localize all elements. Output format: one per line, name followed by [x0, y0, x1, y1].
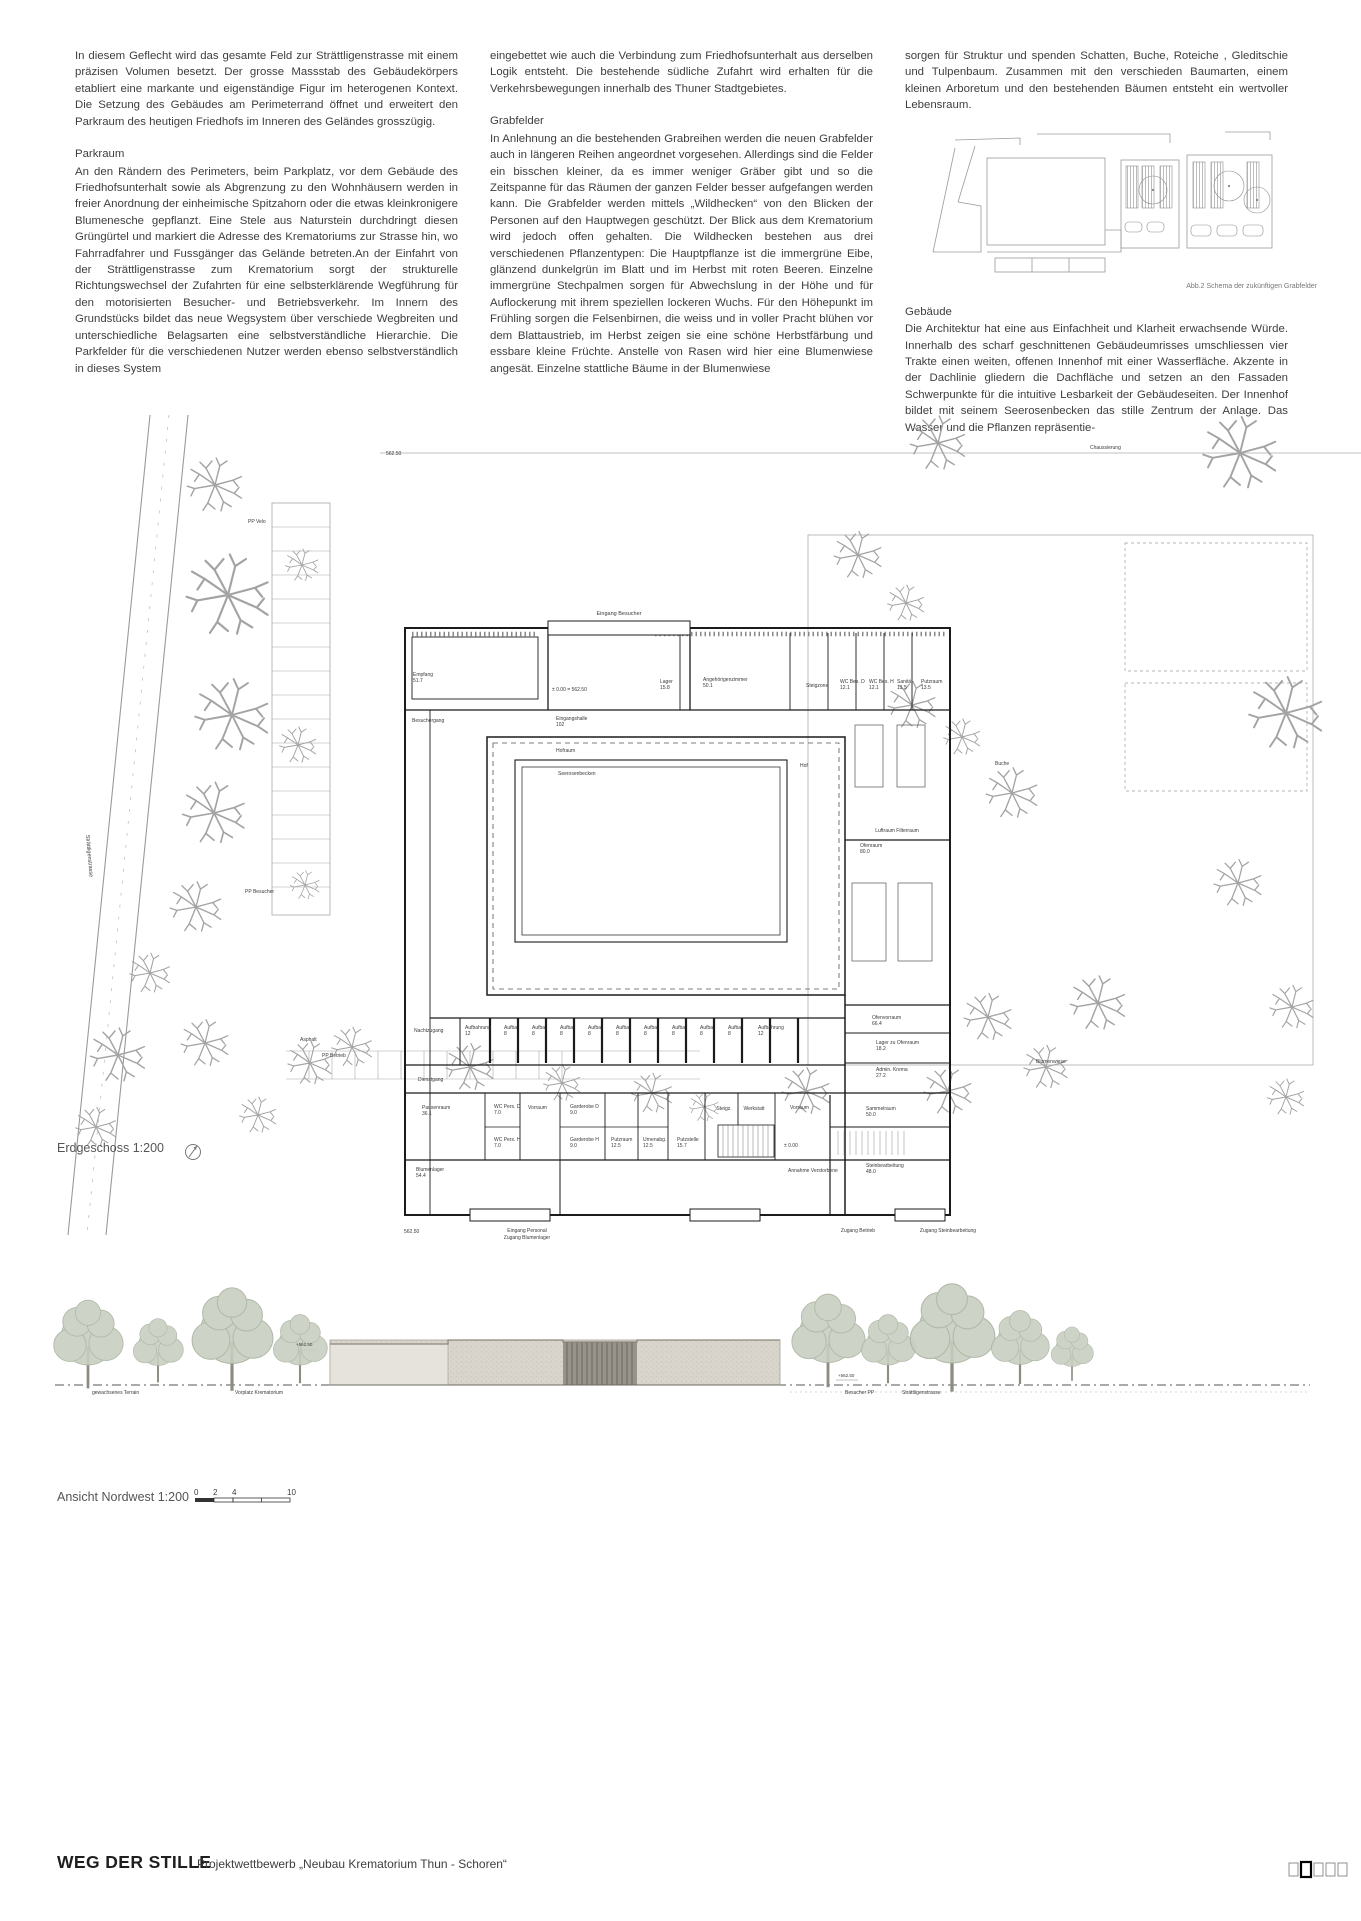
annotation-label: PP Velo	[248, 519, 266, 525]
annotation-label: 8	[644, 1031, 647, 1037]
annotation-label: PP Betrieb	[322, 1053, 346, 1059]
annotation-label: Annahme Verstorbene	[788, 1168, 838, 1174]
annotation-label: Blumenlager	[416, 1167, 445, 1173]
annotation-label: 0	[194, 1488, 199, 1497]
annotation-label: 15.7	[677, 1143, 687, 1149]
diagram-caption: Abb.2 Schema der zukünftigen Grabfelder	[1186, 282, 1317, 290]
annotation-label: Admin. Krema	[876, 1067, 908, 1073]
annotation-label: 12.1	[869, 685, 879, 691]
annotation-label: Angehörigenzimmer	[703, 677, 748, 683]
section-heading-parkraum: Parkraum	[75, 148, 125, 161]
annotation-label: Aufba.	[560, 1025, 575, 1031]
annotation-label: 48.0	[866, 1169, 876, 1175]
annotation-label: 66.4	[872, 1021, 882, 1027]
annotation-label: WC Bes. D	[840, 679, 865, 685]
annotation-label: Aufba.	[588, 1025, 603, 1031]
annotation-label: Vorplatz Krematorium	[235, 1390, 284, 1396]
annotation-label: Blumenwiese	[1036, 1059, 1066, 1065]
annotation-label: Aufba.	[672, 1025, 687, 1031]
annotation-label: Besucher PP	[845, 1390, 875, 1396]
annotation-label: Buche	[995, 761, 1010, 767]
annotation-label: Aufba.	[700, 1025, 715, 1031]
annotation-label: 9.0	[570, 1143, 577, 1149]
section-heading-gebaeude: Gebäude	[905, 305, 952, 318]
plan-trees	[76, 416, 1321, 1146]
annotation-label: Werkstatt	[743, 1106, 765, 1112]
annotation-label: Chaussierung	[1090, 445, 1121, 451]
annotation-label: Strättligenstrasse	[84, 834, 94, 878]
annotation-label: Hof	[800, 763, 808, 769]
annotation-label: Steinbearbeitung	[866, 1163, 904, 1169]
annotation-label: 8	[616, 1031, 619, 1037]
annotation-label: Aufba.	[728, 1025, 743, 1031]
annotation-label: Steigzone	[806, 683, 829, 689]
annotation-label: Asphalt	[300, 1037, 317, 1043]
annotation-label: 8	[588, 1031, 591, 1037]
annotation-label: 27.2	[876, 1073, 886, 1079]
building-plan	[405, 621, 950, 1221]
intro-paragraph: In diesem Geflecht wird das gesamte Feld zur Strättligenstrasse mit einem präzisen Volumen besetzt. Der grosse Massstab des Gebäudekörpers etabliert eine markante und eigenständige Figur im heterogenen Kontext. Die Setzung des Gebäudes am Perimeterrand öffnet und erweitert den Parkraum des heutigen Friedhofs im Inneren des Geländes grosszügig.	[75, 50, 458, 128]
section-heading-grabfelder: Grabfelder	[490, 115, 544, 128]
annotation-label: Garderobe H	[570, 1137, 599, 1143]
annotation-label: 8	[532, 1031, 535, 1037]
scale-bar	[190, 1486, 320, 1508]
grabfelder-paragraph: In Anlehnung an die bestehenden Grabreihen werden die neuen Grabfelder auch in längeren Reihen angeordnet vorgesehen. Allerdings sind die Felder ein bisschen kleiner, da es immer weniger Gräber gibt und so die Zeitspanne für das Räumen der ganzen Felder besser aufgefangen werden kann. Die Grabfelder werden mittels „Wildhecken“ von den Blicken der Personen auf den Hauptwegen geschützt. Der Blick aus dem Krematorium wird jedoch offen gehalten. Die Wildhecken bestehen aus drei verschiedenen Pflanzentypen: Die Hauptpflanze ist die immergrüne Eibe, glänzend dunkelgrün im Blatt und im Herbst mit roten Beeren. Einzelne immergrüne Stechpalmen sorgen für Abwechslung in der Höhe und für Auflockerung mit ihrem speziellen lockeren Wuchs. Für den Höhepunkt im Frühling sorgen die Felsenbirnen, die weiss und in voller Pracht blühen vor dem Blattaustrieb, im Herbst zeigen sie eine schöne Herbstfärbung und essbare kleine Früchte. Anstelle von Rasen wird hier eine Blumenwiese angesät. Einzelne stattliche Bäume in der Blumenwiese	[490, 132, 873, 375]
annotation-label: 51.7	[413, 678, 423, 684]
annotation-label: Besuchergang	[412, 718, 445, 724]
annotation-label: Hofraum	[556, 748, 576, 754]
annotation-label: 8	[728, 1031, 731, 1037]
north-arrow-icon	[183, 1142, 203, 1167]
annotation-label: 12.5	[611, 1143, 621, 1149]
annotation-label: Zugang Betrieb	[840, 1228, 876, 1234]
annotation-label: 13.5	[897, 685, 907, 691]
sheet-index-icon	[1288, 1861, 1350, 1878]
text-column-2	[490, 48, 873, 393]
annotation-label: 12.1	[840, 685, 850, 691]
annotation-label: Zugang Steinbearbeitung	[919, 1228, 977, 1234]
annotation-label: Aufbahrung	[758, 1025, 784, 1031]
annotation-label: WC Pers. H	[494, 1137, 521, 1143]
annotation-label: Ofenraum	[860, 843, 883, 849]
annotation-label: 50.1	[703, 683, 713, 689]
annotation-label: 4	[232, 1488, 237, 1497]
annotation-label: 13.5	[921, 685, 931, 691]
annotation-label: Aufba.	[532, 1025, 547, 1031]
northwest-elevation-drawing	[0, 1280, 1361, 1440]
annotation-label: 102	[556, 722, 565, 728]
annotation-label: +562.50	[838, 1373, 855, 1378]
annotation-label: PP Besucher	[245, 889, 275, 895]
annotation-label: Vorraum	[528, 1105, 547, 1111]
elevation-title: Ansicht Nordwest 1:200	[57, 1490, 190, 1504]
annotation-label: Eingang Besucher	[596, 611, 642, 617]
annotation-label: 7.0	[494, 1143, 501, 1149]
meadow-area	[808, 535, 1313, 1065]
annotation-label: 12	[465, 1031, 471, 1037]
annotation-label: Pausenraum	[422, 1105, 451, 1111]
grave-fields-schematic-diagram	[925, 130, 1317, 280]
annotation-label: Sammelraum	[866, 1106, 896, 1112]
parkraum-paragraph: An den Rändern des Perimeters, beim Parkplatz, vor dem Gebäude des Friedhofsunterhalt sowie als Abgrenzung zu den Wohnhäusern werden in freier Anordnung der einheimische Spitzahorn oder die etwas kleinkronigere Blumenesche gepflanzt. Eine Stele aus Naturstein durchdringt diesen Grüngürtel und markiert die Adresse des Krematoriums zur Strasse hin, wo Fahrradfahrer und Fussgänger das Gelände betreten.An der Einfahrt von der Strättligenstrasse zum Krematorium sorgt der strukturelle Richtungswechsel der Zufahrten für eine selbsterklärende Wegführung für den motorisierten Besucher- und Betriebsverkehr. Im Innern des Grundstücks bildet das neue Wegsystem über verschiede Wegbreiten und unterschiedliche Belagsarten eine selbstverständliche Hierarchie. Die Parkfelder für die verschiedenen Nutzer werden ebenso selbstverständlich in dieses System	[75, 165, 458, 375]
ground-floor-site-plan	[0, 415, 1361, 1241]
annotation-label: 562.50	[386, 451, 402, 457]
annotation-label: Aufbahrung	[465, 1025, 491, 1031]
text-column-1	[75, 48, 458, 393]
annotation-label: Ofenvorraum	[872, 1015, 902, 1021]
annotation-label: 50.0	[866, 1112, 876, 1118]
project-title: WEG DER STILLE	[57, 1852, 212, 1872]
plan-title: Erdgeschoss 1:200	[57, 1141, 165, 1155]
annotation-label: Lager	[660, 679, 673, 685]
text-column-3	[905, 48, 1317, 452]
annotation-label: 15.8	[660, 685, 670, 691]
annotation-label: Putzraum	[611, 1137, 633, 1143]
annotation-label: 12	[758, 1031, 764, 1037]
annotation-label: 12.5	[643, 1143, 653, 1149]
annotation-label: 10	[287, 1488, 296, 1497]
annotation-label: Aufba.	[504, 1025, 519, 1031]
annotation-label: Aufba.	[644, 1025, 659, 1031]
building-elevation	[295, 1340, 858, 1385]
annotation-label: WC Bes. H	[869, 679, 894, 685]
annotation-label: Lager zu Ofenraum	[876, 1040, 920, 1046]
annotation-label: 9.0	[570, 1110, 577, 1116]
annotation-label: Putzraum	[921, 679, 943, 685]
annotation-label: ± 0.00	[784, 1143, 798, 1149]
annotation-label: Aufba.	[616, 1025, 631, 1031]
annotation-label: ± 0.00 = 562.50	[552, 687, 587, 693]
annotation-label: Seerosenbecken	[558, 771, 596, 777]
annotation-label: WC Pers. D	[494, 1104, 521, 1110]
annotation-label: +562.50	[296, 1342, 313, 1347]
annotation-label: Garderobe D	[570, 1104, 599, 1110]
parkraum-continued-paragraph: eingebettet wie auch die Verbindung zum Friedhofsunterhalt aus derselben Logik entsteht. Die bestehende südliche Zufahrt wird erhalten für die Verkehrsbewegungen innerhalb des Thuner Stadtgebietes.	[490, 50, 873, 95]
competition-subtitle: Projektwettbewerb „Neubau Krematorium Thun - Schoren“	[197, 1857, 507, 1871]
annotation-label: Zugang Blumenlager	[503, 1235, 551, 1241]
annotation-label: Luftraum Filterraum	[875, 828, 919, 834]
annotation-label: 54.4	[416, 1173, 426, 1179]
annotation-label: 562.50	[404, 1229, 420, 1235]
annotation-label: 7.0	[494, 1110, 501, 1116]
annotation-label: Vorraum	[790, 1105, 809, 1111]
annotation-label: Strättligenstrasse	[902, 1390, 941, 1396]
annotation-label: 8	[560, 1031, 563, 1037]
annotation-label: Steigz.	[716, 1106, 732, 1112]
annotation-label: 36.1	[422, 1111, 432, 1117]
annotation-label: 18.2	[876, 1046, 886, 1052]
annotation-label: Urnenabg.	[643, 1137, 667, 1143]
annotation-label: Eingangshalle	[556, 716, 588, 722]
annotation-label: 80.0	[860, 849, 870, 855]
annotation-label: 8	[504, 1031, 507, 1037]
annotation-label: 2	[213, 1488, 218, 1497]
gebaeude-paragraph: Die Architektur hat eine aus Einfachheit und Klarheit erwachsende Würde. Innerhalb des scharf geschnittenen Gebäudeumrisses umschliessen vier Trakte einen weiten, offenen Innenhof mit einer Wasserfläche. Akzente in der Dachlinie gliedern die Dachfläche und setzen an den Fassaden Schwerpunkte für die intuitive Lesbarkeit der Gebäudeseiten. Der Innenhof bildet mit seinem Seerosenbecken das stille Zentrum der Anlage. Das Wasser und die Pflanzen repräsentie-	[905, 323, 1288, 434]
annotation-label: Eingang Personal	[507, 1228, 547, 1234]
baumarten-paragraph: sorgen für Struktur und spenden Schatten, Buche, Roteiche , Gleditschie und Tulpenbaum. Zusammen mit den verschieden Baumarten, einem kleinen Arboretum und den bestehenden Bäumen entsteht ein wertvoller Lebensraum.	[905, 50, 1288, 112]
annotation-label: 8	[700, 1031, 703, 1037]
annotation-label: Dienstgang	[418, 1077, 444, 1083]
annotation-label: 8	[672, 1031, 675, 1037]
annotation-label: gewachsenes Terrain	[92, 1390, 140, 1396]
annotation-label: Sanität	[897, 679, 913, 685]
annotation-label: Putzstelle	[677, 1137, 699, 1143]
annotation-label: Nachtzugang	[414, 1028, 444, 1034]
annotation-label: Empfang	[413, 672, 434, 678]
